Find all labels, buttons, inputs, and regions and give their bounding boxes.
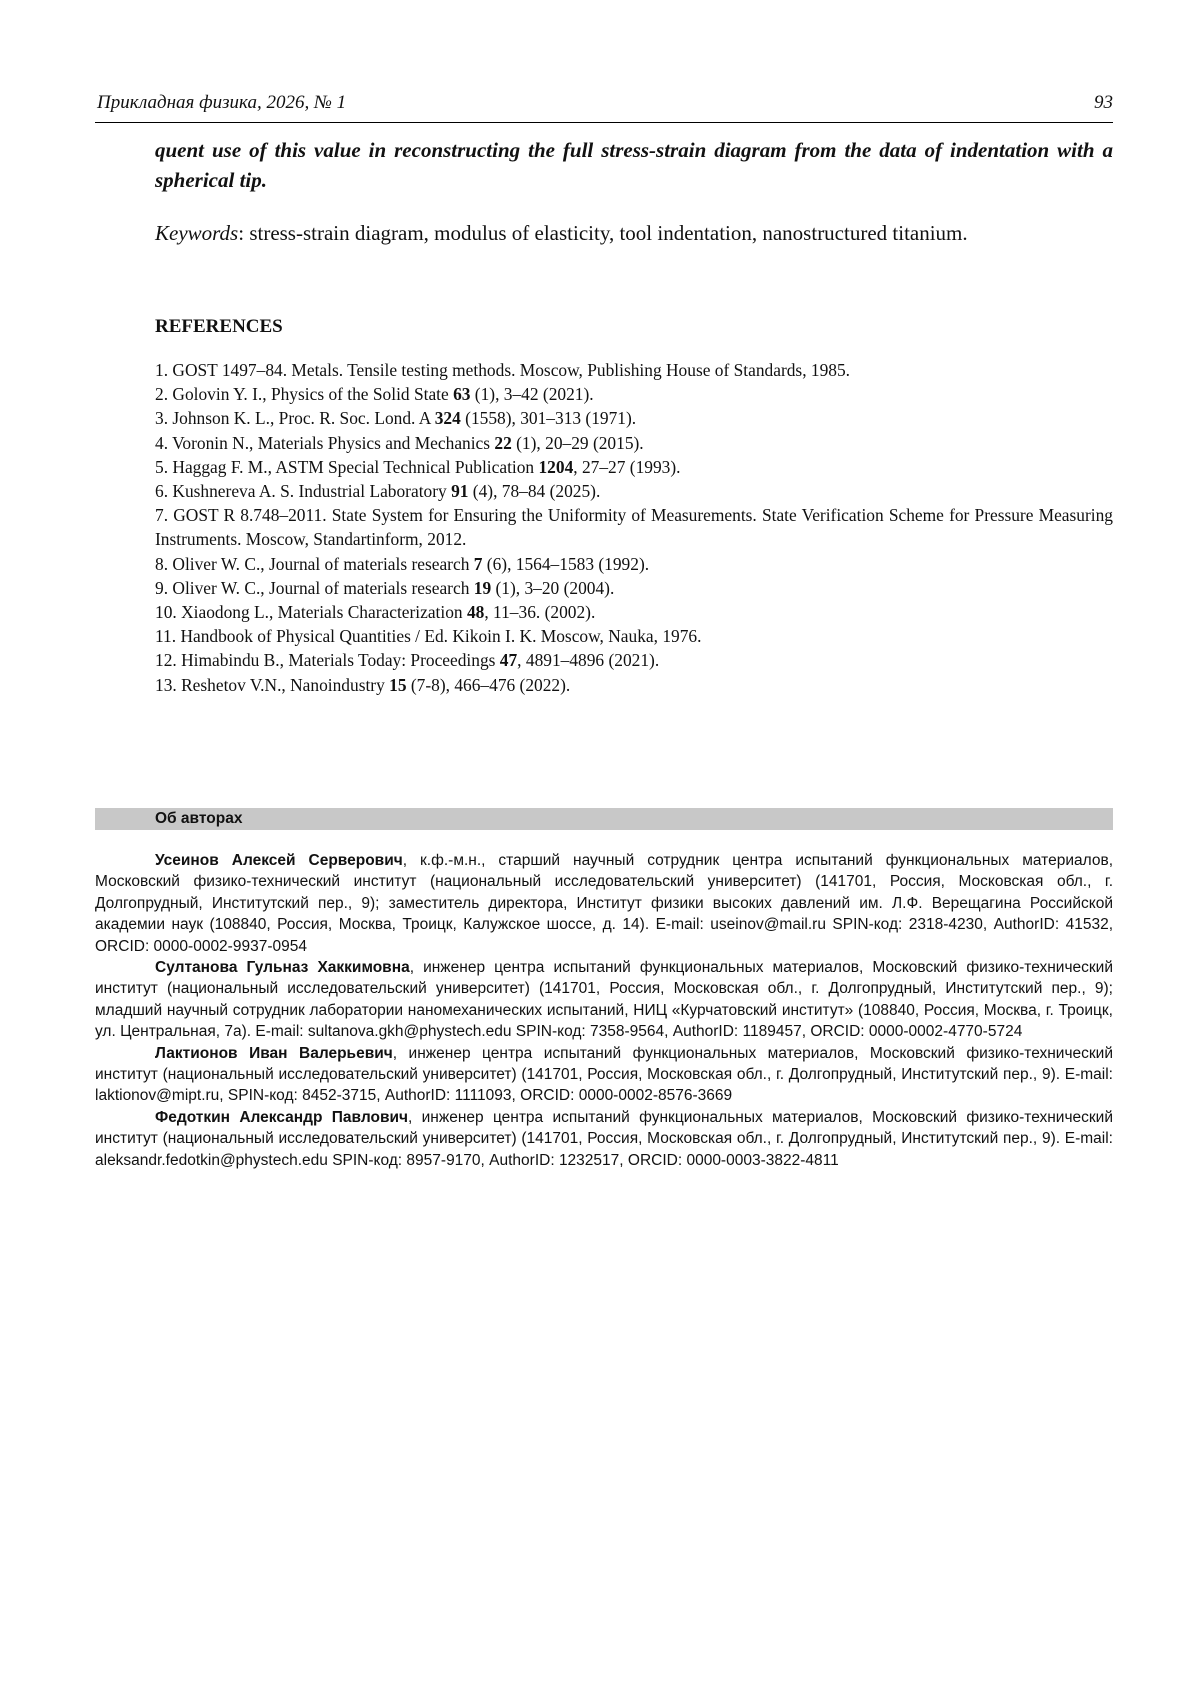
author-name: Султанова Гульназ Хаккимовна	[155, 959, 410, 977]
reference-item: 3. Johnson K. L., Proc. R. Soc. Lond. A 324 (1558), 301–313 (1971).	[155, 408, 637, 429]
author-entry	[95, 1043, 1113, 1107]
authors-list	[95, 850, 1113, 1171]
author-details: , инженер центра испытаний функциональных материалов, Московский физико-технический институт (национальный исследовательский университет) (141701, Россия, Московская обл., г. Долгопрудный, Институтский пер., 9). E-mail: laktionov@mipt.ru, SPIN-код: 8452-3715, AuthorID: 1111093, ORCID: 0000-0002-8576-3669	[95, 1044, 1113, 1105]
author-entry	[95, 1107, 1113, 1171]
reference-item: 8. Oliver W. C., Journal of materials research 7 (6), 1564–1583 (1992).	[155, 553, 650, 574]
reference-item: 11. Handbook of Physical Quantities / Ed. Kikoin I. K. Moscow, Nauka, 1976.	[155, 626, 702, 647]
reference-item: 9. Oliver W. C., Journal of materials research 19 (1), 3–20 (2004).	[155, 577, 615, 598]
author-entry	[95, 957, 1113, 1043]
journal-page	[95, 0, 1113, 1698]
reference-item: 10. Xiaodong L., Materials Characterization 48, 11–36. (2002).	[155, 602, 596, 623]
reference-item: 5. Haggag F. M., ASTM Special Technical Publication 1204, 27–27 (1993).	[155, 456, 681, 477]
journal-title: Прикладная физика, 2026, № 1	[97, 92, 347, 113]
reference-item: 13. Reshetov V.N., Nanoindustry 15 (7-8), 466–476 (2022).	[155, 674, 571, 695]
reference-item: 6. Kushnereva A. S. Industrial Laboratory 91 (4), 78–84 (2025).	[155, 481, 601, 502]
author-name: Усеинов Алексей Серверович	[155, 852, 403, 869]
page-number: 93	[1094, 92, 1113, 113]
author-name: Федоткин Александр Павлович	[155, 1108, 408, 1126]
author-details: , инженер центра испытаний функциональных материалов, Московский физико-технический институт (национальный исследовательский университет) (141701, Россия, Московская обл., г. Долгопрудный, Институтский пер., 9); младший научный сотрудник лаборатории наномеханических испытаний, НИЦ «Курчатовский институт» (108840, Россия, Москва, г. Троицк, ул. Центральная, 7а). E-mail: sultanova.gkh@phystech.edu SPIN-код: 7358-9564, AuthorID: 1189457, ORCID: 0000-0002-4770-5724	[95, 959, 1114, 1041]
keywords-text: : stress-strain diagram, modulus of elasticity, tool indentation, nanostructured titanium.	[238, 221, 968, 245]
references-list	[155, 358, 1113, 697]
reference-item: 2. Golovin Y. I., Physics of the Solid State 63 (1), 3–42 (2021).	[155, 384, 594, 405]
authors-section-title: Об авторах	[155, 810, 243, 827]
reference-item: 12. Himabindu B., Materials Today: Proceedings 47, 4891–4896 (2021).	[155, 650, 660, 671]
author-details: , инженер центра испытаний функциональных материалов, Московский физико-технический институт (национальный исследовательский университет) (141701, Россия, Московская обл., г. Долгопрудный, Институтский пер., 9). E-mail: aleksandr.fedotkin@phystech.edu SPIN-код: 8957-9170, AuthorID: 1232517, ORCID: 0000-0003-3822-4811	[95, 1108, 1113, 1169]
reference-item: 7. GOST R 8.748–2011. State System for Ensuring the Uniformity of Measurements. State Verification Scheme for Pressure Measuring Instruments. Moscow, Standartinform, 2012.	[155, 505, 1113, 550]
author-details: , к.ф.-м.н., старший научный сотрудник центра испытаний функциональных материалов, Московский физико-технический институт (национальный исследовательский университет) (141701, Россия, Московская обл., г. Долгопрудный, Институтский пер., 9); заместитель директора, Институт физики высоких давлений им. Л.Ф. Верещагина Российской академии наук (108840, Россия, Москва, Троицк, Калужское шоссе, д. 14). E-mail: useinov@mail.ru SPIN-код: 2318-4230, AuthorID: 41532, ORCID: 0000-0002-9937-0954	[95, 852, 1114, 955]
keywords-label: Keywords	[155, 221, 239, 245]
author-entry	[95, 850, 1113, 957]
authors-section-bar	[95, 808, 1113, 830]
keywords	[155, 218, 1113, 248]
reference-item: 4. Voronin N., Materials Physics and Mechanics 22 (1), 20–29 (2015).	[155, 432, 644, 453]
references-heading: REFERENCES	[155, 316, 283, 337]
author-name: Лактионов Иван Валерьевич	[155, 1044, 393, 1062]
abstract-continuation: quent use of this value in reconstructing the full stress-strain diagram from the data of indentation with a spherical tip.	[155, 138, 1113, 192]
running-header	[95, 92, 1113, 123]
reference-item: 1. GOST 1497–84. Metals. Tensile testing methods. Moscow, Publishing House of Standards, 1985.	[155, 360, 851, 380]
